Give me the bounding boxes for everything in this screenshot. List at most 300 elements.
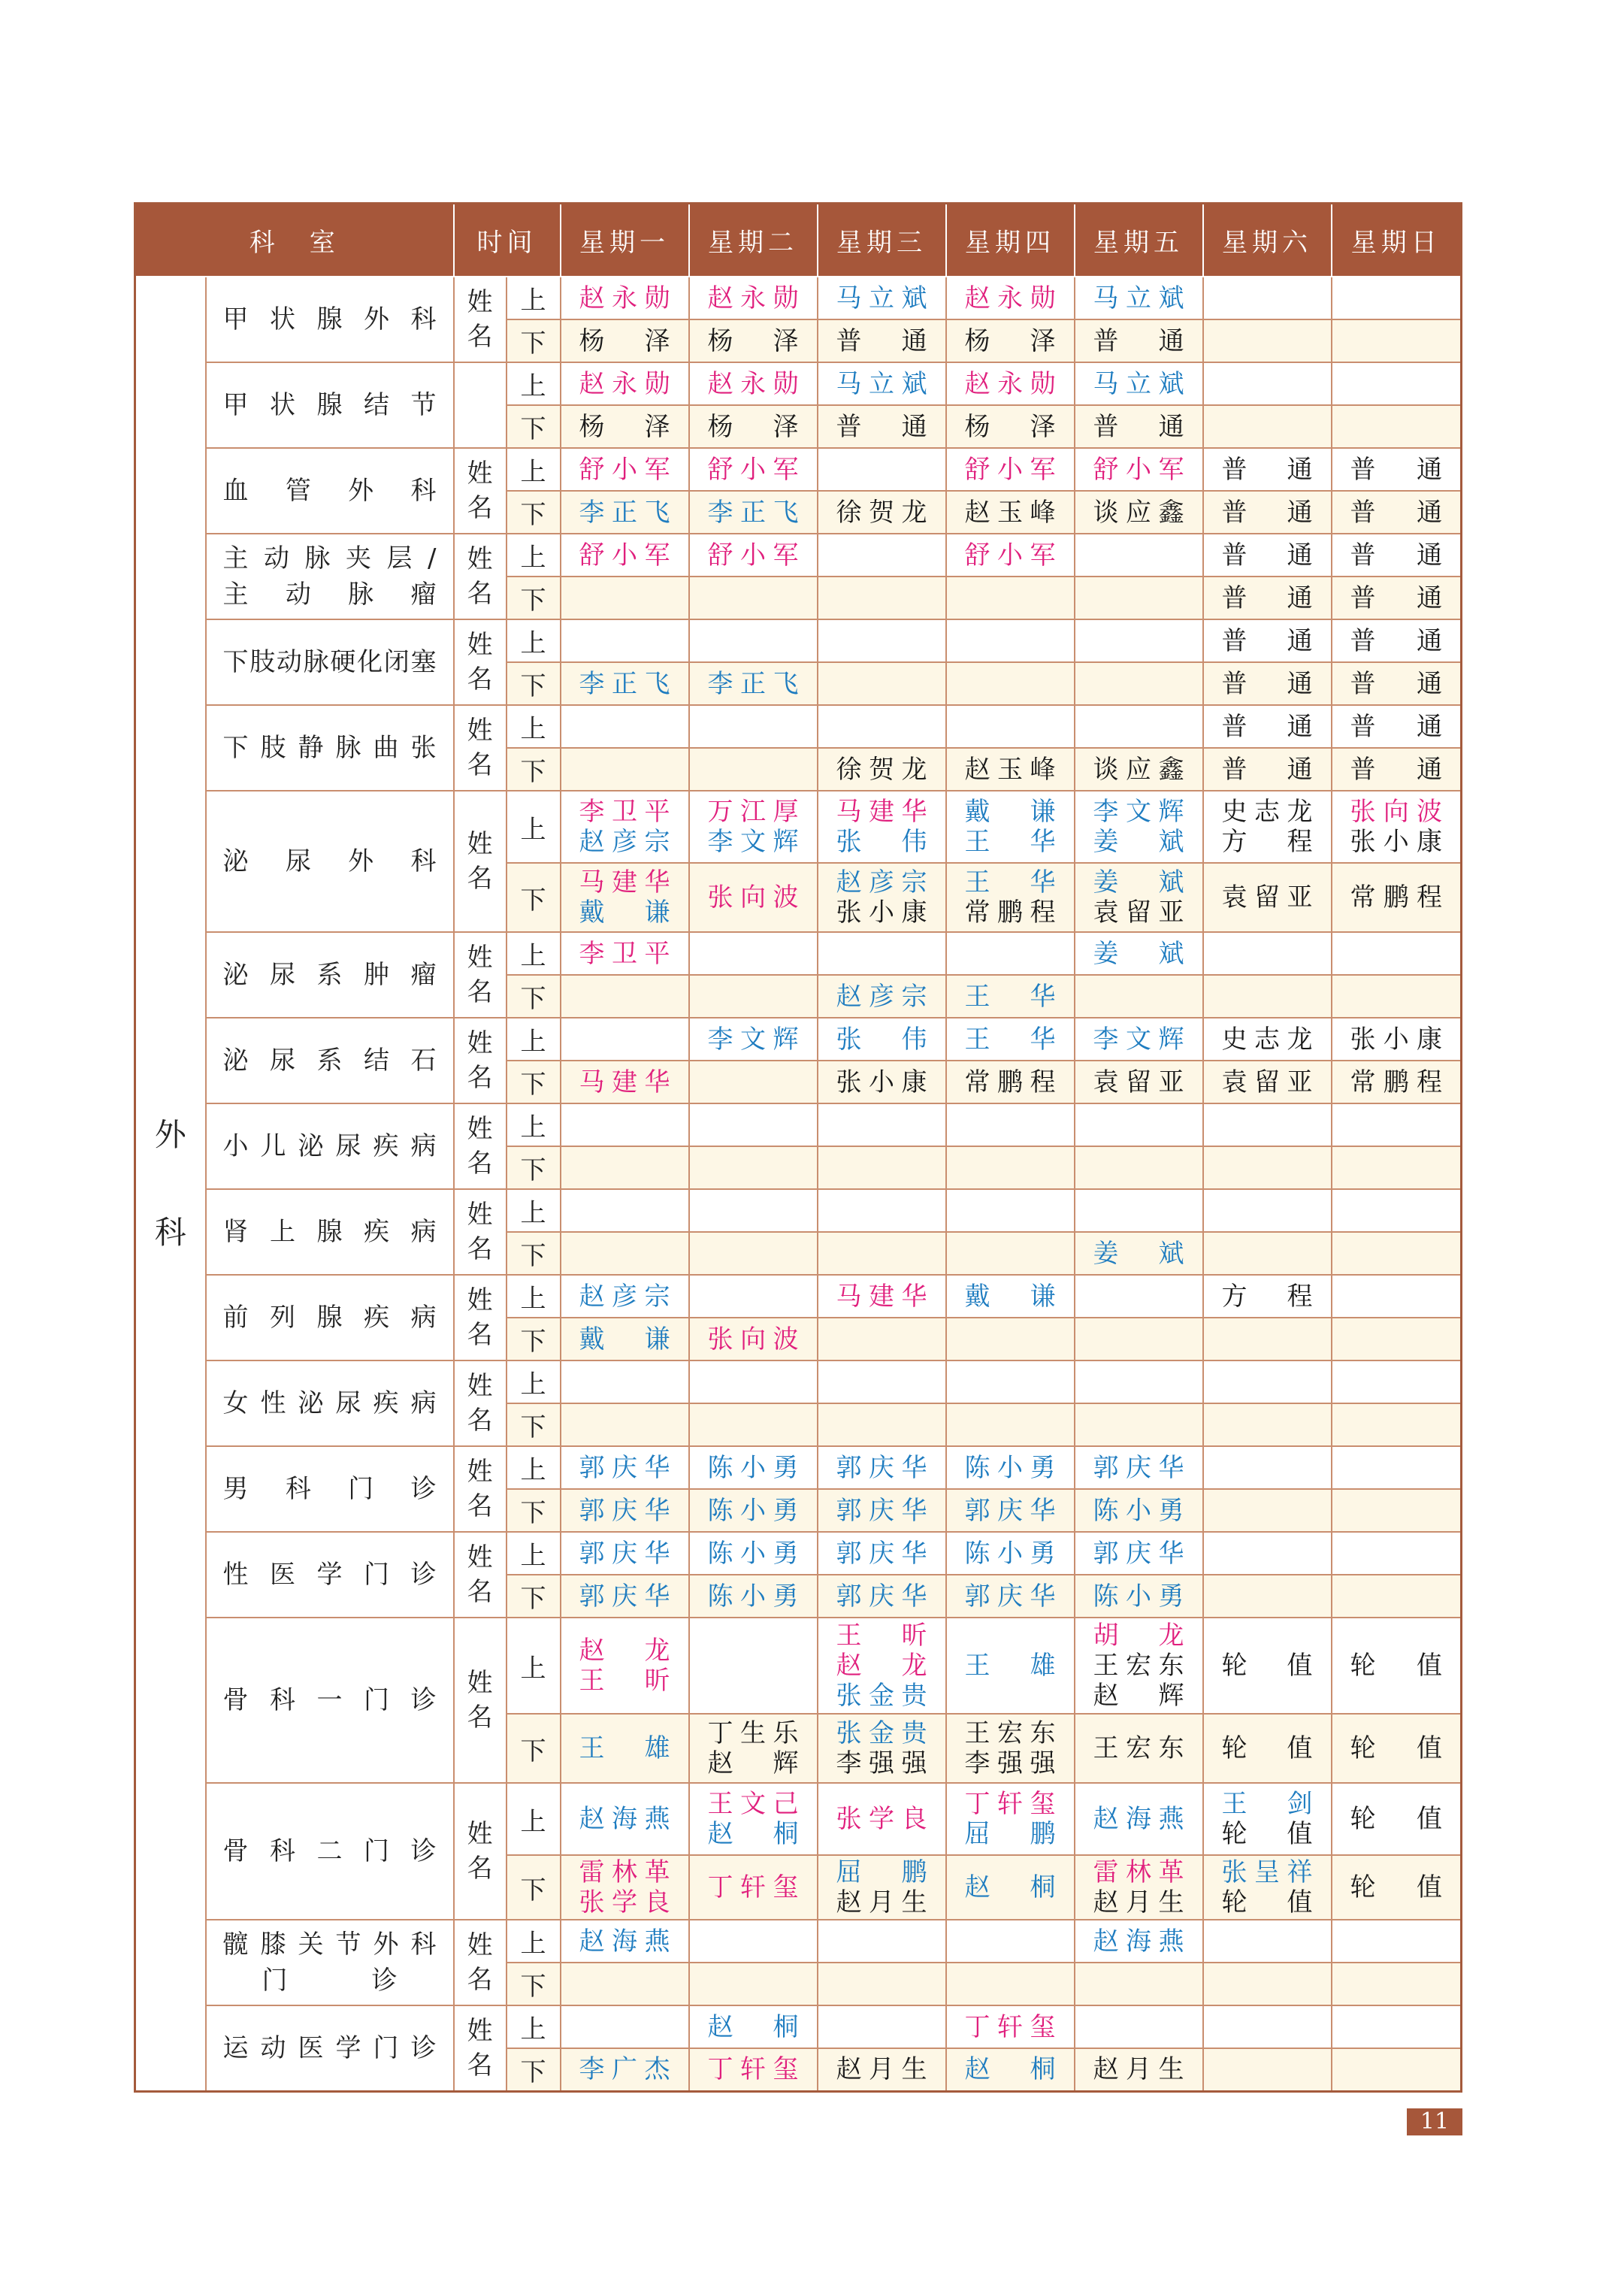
doctor-name: 普 通 — [836, 325, 927, 356]
schedule-cell — [1203, 1403, 1332, 1446]
name-label-char: 名 — [467, 864, 493, 894]
schedule-cell — [1203, 863, 1332, 932]
department-name-line: 骨科二门诊 — [222, 1836, 437, 1866]
schedule-cell — [561, 277, 689, 319]
session-pm: 下 — [507, 1963, 561, 2005]
department-name-line: 男科门诊 — [222, 1474, 437, 1504]
schedule-cell — [1332, 1783, 1462, 1855]
schedule-cell — [946, 534, 1075, 577]
session-pm: 下 — [507, 748, 561, 791]
session-am: 上 — [507, 277, 561, 319]
session-pm: 下 — [507, 1318, 561, 1360]
schedule-cell — [561, 534, 689, 577]
schedule-cell — [1075, 1618, 1203, 1714]
schedule-cell — [561, 1189, 689, 1232]
name-label — [454, 1103, 507, 1189]
doctor-name: 陈小勇 — [707, 1581, 799, 1612]
schedule-cell — [1203, 319, 1332, 362]
schedule-cell — [561, 362, 689, 405]
schedule-cell — [689, 2005, 818, 2048]
schedule-cell — [818, 863, 946, 932]
department-name-line: 骨科一门诊 — [222, 1685, 437, 1715]
doctor-name: 赵永勋 — [964, 368, 1056, 399]
schedule-cell — [561, 2048, 689, 2091]
schedule-cell — [818, 791, 946, 863]
header-day: 星期三 — [818, 204, 946, 277]
department-name-line: 性医学门诊 — [222, 1560, 437, 1590]
doctor-name: 张 伟 — [836, 1024, 927, 1055]
schedule-cell — [1332, 1360, 1462, 1403]
name-label-char: 名 — [467, 1406, 493, 1436]
doctor-name: 普 通 — [1221, 583, 1313, 613]
schedule-cell — [1203, 277, 1332, 319]
session-pm: 下 — [507, 577, 561, 619]
schedule-cell — [689, 1963, 818, 2005]
doctor-name: 轮 值 — [1221, 1887, 1313, 1917]
schedule-cell — [1203, 705, 1332, 748]
doctor-name: 普 通 — [1350, 668, 1442, 699]
schedule-cell — [1203, 1146, 1332, 1189]
schedule-cell — [1332, 1714, 1462, 1783]
session-am: 上 — [507, 932, 561, 975]
doctor-name: 普 通 — [1093, 325, 1184, 356]
schedule-cell — [1075, 975, 1203, 1018]
department-name — [206, 1275, 454, 1360]
doctor-name: 杨 泽 — [964, 411, 1056, 442]
doctor-name: 赵玉峰 — [964, 754, 1056, 785]
doctor-name: 史志龙 — [1221, 797, 1313, 827]
doctor-name: 赵永勋 — [579, 283, 670, 313]
name-label — [454, 705, 507, 791]
doctor-name: 舒小军 — [707, 540, 799, 571]
schedule-cell — [1332, 705, 1462, 748]
schedule-cell — [818, 1532, 946, 1575]
schedule-cell — [1203, 1061, 1332, 1103]
schedule-cell — [1075, 1275, 1203, 1318]
schedule-row-am — [135, 534, 1462, 577]
doctor-name: 普 通 — [1350, 540, 1442, 571]
name-label-char: 姓 — [467, 1819, 493, 1849]
name-label-char: 名 — [467, 1149, 493, 1179]
doctor-name: 轮 值 — [1221, 1819, 1313, 1849]
doctor-name: 马建华 — [579, 867, 670, 897]
doctor-name: 普 通 — [1350, 454, 1442, 485]
doctor-name: 李文辉 — [1093, 1024, 1184, 1055]
doctor-name: 王 雄 — [964, 1651, 1056, 1681]
doctor-name: 赵永勋 — [707, 368, 799, 399]
schedule-cell — [1075, 1920, 1203, 1963]
schedule-cell — [1203, 2048, 1332, 2091]
schedule-cell — [818, 2005, 946, 2048]
schedule-cell — [689, 491, 818, 534]
doctor-name: 戴 谦 — [964, 1281, 1056, 1312]
doctor-name: 李文辉 — [1093, 797, 1184, 827]
schedule-cell — [561, 863, 689, 932]
schedule-cell — [946, 662, 1075, 705]
schedule-cell — [689, 1103, 818, 1146]
schedule-cell — [946, 277, 1075, 319]
session-pm: 下 — [507, 863, 561, 932]
doctor-name: 李正飞 — [579, 497, 670, 528]
doctor-name: 方 程 — [1221, 827, 1313, 857]
department-name — [206, 2005, 454, 2091]
schedule-row-am — [135, 1275, 1462, 1318]
schedule-cell — [561, 619, 689, 662]
schedule-cell — [946, 1783, 1075, 1855]
schedule-cell — [1332, 277, 1462, 319]
schedule-cell — [1203, 1318, 1332, 1360]
schedule-cell — [818, 1275, 946, 1318]
doctor-name: 普 通 — [1221, 754, 1313, 785]
schedule-cell — [1203, 932, 1332, 975]
doctor-name: 赵彦宗 — [836, 981, 927, 1012]
schedule-cell — [1332, 577, 1462, 619]
schedule-cell — [946, 1103, 1075, 1146]
doctor-name: 戴 谦 — [964, 797, 1056, 827]
doctor-name: 赵海燕 — [579, 1926, 670, 1957]
name-label — [454, 619, 507, 705]
schedule-cell — [1075, 2048, 1203, 2091]
schedule-cell — [689, 975, 818, 1018]
schedule-cell — [818, 932, 946, 975]
doctor-name: 徐贺龙 — [836, 754, 927, 785]
name-label-char: 姓 — [467, 1457, 493, 1487]
doctor-name: 普 通 — [1221, 540, 1313, 571]
schedule-cell — [946, 748, 1075, 791]
header-row — [135, 204, 1462, 277]
schedule-cell — [1332, 1103, 1462, 1146]
schedule-cell — [1203, 362, 1332, 405]
schedule-cell — [1332, 932, 1462, 975]
schedule-cell — [561, 748, 689, 791]
session-pm: 下 — [507, 1061, 561, 1103]
session-am: 上 — [507, 1103, 561, 1146]
name-label-char: 名 — [467, 1491, 493, 1521]
doctor-name: 王 华 — [964, 1024, 1056, 1055]
schedule-cell — [1332, 1318, 1462, 1360]
doctor-name: 陈小勇 — [707, 1495, 799, 1526]
schedule-cell — [1332, 2005, 1462, 2048]
schedule-cell — [561, 1403, 689, 1446]
schedule-cell — [1332, 1189, 1462, 1232]
doctor-name: 张小康 — [1350, 827, 1442, 857]
doctor-name: 常鹏程 — [1350, 1067, 1442, 1097]
schedule-cell — [1075, 448, 1203, 491]
schedule-cell — [689, 1318, 818, 1360]
name-label-char: 名 — [467, 493, 493, 523]
doctor-name: 普 通 — [1221, 497, 1313, 528]
doctor-name: 马建华 — [836, 1281, 927, 1312]
name-label-char: 姓 — [467, 1200, 493, 1230]
session-pm: 下 — [507, 1146, 561, 1189]
doctor-name: 马建华 — [579, 1067, 670, 1097]
schedule-cell — [946, 1714, 1075, 1783]
doctor-name: 郭庆华 — [964, 1495, 1056, 1526]
doctor-name: 轮 值 — [1221, 1651, 1313, 1681]
schedule-body — [135, 277, 1462, 2091]
schedule-cell — [561, 1275, 689, 1318]
doctor-name: 马立斌 — [836, 283, 927, 313]
session-pm: 下 — [507, 1575, 561, 1618]
doctor-name: 赵 龙 — [836, 1651, 927, 1681]
schedule-cell — [946, 1360, 1075, 1403]
schedule-cell — [946, 1618, 1075, 1714]
schedule-cell — [946, 1275, 1075, 1318]
schedule-cell — [1203, 1783, 1332, 1855]
schedule-cell — [1203, 1963, 1332, 2005]
name-label — [454, 791, 507, 932]
doctor-name: 郭庆华 — [836, 1452, 927, 1483]
doctor-name: 李强强 — [836, 1748, 927, 1778]
schedule-cell — [818, 619, 946, 662]
doctor-name: 郭庆华 — [579, 1581, 670, 1612]
schedule-cell — [1203, 1920, 1332, 1963]
schedule-cell — [689, 1446, 818, 1489]
department-name-line: 女性泌尿疾病 — [222, 1388, 437, 1418]
schedule-cell — [818, 705, 946, 748]
schedule-cell — [561, 577, 689, 619]
schedule-cell — [689, 577, 818, 619]
name-label-char: 姓 — [467, 2015, 493, 2046]
doctor-name: 方 程 — [1221, 1281, 1313, 1312]
doctor-name: 赵彦宗 — [836, 867, 927, 897]
schedule-cell — [946, 2048, 1075, 2091]
schedule-cell — [818, 1189, 946, 1232]
schedule-cell — [1075, 748, 1203, 791]
schedule-cell — [818, 748, 946, 791]
schedule-cell — [1332, 1855, 1462, 1920]
department-name-line: 髋膝关节外科 — [222, 1929, 437, 1960]
name-label-char: 姓 — [467, 1114, 493, 1144]
schedule-cell — [689, 277, 818, 319]
schedule-row-am — [135, 1103, 1462, 1146]
schedule-cell — [561, 1618, 689, 1714]
department-name-line: 甲状腺外科 — [222, 304, 437, 334]
name-label-char: 名 — [467, 1702, 493, 1733]
doctor-name: 轮 值 — [1350, 1804, 1442, 1834]
schedule-cell — [946, 1532, 1075, 1575]
doctor-name: 王 华 — [964, 827, 1056, 857]
department-name — [206, 1360, 454, 1446]
name-label-char: 名 — [467, 1854, 493, 1884]
name-label-char: 名 — [467, 322, 493, 352]
session-pm: 下 — [507, 405, 561, 448]
schedule-cell — [818, 1783, 946, 1855]
schedule-cell — [561, 932, 689, 975]
schedule-cell — [689, 1189, 818, 1232]
schedule-cell — [689, 1275, 818, 1318]
doctor-name: 袁留亚 — [1221, 882, 1313, 913]
session-am: 上 — [507, 705, 561, 748]
doctor-name: 李文辉 — [707, 827, 799, 857]
schedule-cell — [1332, 362, 1462, 405]
schedule-cell — [689, 448, 818, 491]
session-am: 上 — [507, 448, 561, 491]
doctor-name: 郭庆华 — [579, 1452, 670, 1483]
name-label — [454, 277, 507, 362]
name-label-char: 姓 — [467, 1542, 493, 1572]
doctor-name: 张学良 — [579, 1887, 670, 1917]
schedule-cell — [561, 405, 689, 448]
schedule-cell — [818, 319, 946, 362]
schedule-row-am — [135, 619, 1462, 662]
name-label — [454, 1532, 507, 1618]
schedule-cell — [1203, 662, 1332, 705]
schedule-cell — [689, 662, 818, 705]
schedule-cell — [1203, 1489, 1332, 1532]
doctor-name: 郭庆华 — [1093, 1452, 1184, 1483]
doctor-name: 普 通 — [1350, 754, 1442, 785]
schedule-cell — [1332, 448, 1462, 491]
session-pm: 下 — [507, 319, 561, 362]
department-name — [206, 1618, 454, 1783]
schedule-cell — [1075, 932, 1203, 975]
schedule-cell — [1075, 319, 1203, 362]
schedule-cell — [818, 1714, 946, 1783]
doctor-name: 李广杰 — [579, 2054, 670, 2085]
doctor-name: 普 通 — [1350, 497, 1442, 528]
schedule-cell — [1075, 534, 1203, 577]
schedule-cell — [1075, 1360, 1203, 1403]
schedule-cell — [946, 791, 1075, 863]
header-day: 星期一 — [561, 204, 689, 277]
department-name-line: 运动医学门诊 — [222, 2032, 437, 2063]
doctor-name: 普 通 — [1221, 668, 1313, 699]
schedule-cell — [818, 1318, 946, 1360]
department-name — [206, 1103, 454, 1189]
schedule-cell — [1332, 1232, 1462, 1275]
schedule-cell — [689, 1360, 818, 1403]
schedule-cell — [561, 1061, 689, 1103]
name-label-char: 名 — [467, 579, 493, 609]
doctor-name: 常鹏程 — [1350, 882, 1442, 913]
name-label-char: 名 — [467, 664, 493, 695]
schedule-cell — [818, 277, 946, 319]
schedule-cell — [561, 1232, 689, 1275]
schedule-cell — [689, 1618, 818, 1714]
name-label-char: 姓 — [467, 1668, 493, 1698]
schedule-cell — [1075, 491, 1203, 534]
schedule-cell — [946, 1963, 1075, 2005]
doctor-name: 郭庆华 — [1093, 1538, 1184, 1569]
doctor-name: 赵月生 — [836, 1887, 927, 1917]
header-time: 时间 — [454, 204, 561, 277]
doctor-name: 舒小军 — [707, 454, 799, 485]
schedule-cell — [689, 1232, 818, 1275]
schedule-cell — [1332, 1061, 1462, 1103]
doctor-name: 张呈祥 — [1221, 1857, 1313, 1887]
doctor-name: 袁留亚 — [1093, 897, 1184, 928]
doctor-name: 万江厚 — [707, 797, 799, 827]
name-label — [454, 1189, 507, 1275]
doctor-name: 赵永勋 — [707, 283, 799, 313]
doctor-name: 姜 斌 — [1093, 867, 1184, 897]
schedule-cell — [946, 1061, 1075, 1103]
name-label-char: 姓 — [467, 287, 493, 317]
schedule-cell — [1332, 319, 1462, 362]
schedule-cell — [561, 975, 689, 1018]
schedule-cell — [946, 1446, 1075, 1489]
schedule-cell — [689, 1855, 818, 1920]
doctor-name: 李强强 — [964, 1748, 1056, 1778]
doctor-name: 普 通 — [1221, 454, 1313, 485]
schedule-cell — [946, 1232, 1075, 1275]
doctor-name: 李正飞 — [707, 497, 799, 528]
doctor-name: 陈小勇 — [1093, 1495, 1184, 1526]
schedule-cell — [818, 534, 946, 577]
schedule-cell — [818, 362, 946, 405]
schedule-cell — [1332, 491, 1462, 534]
schedule-cell — [689, 405, 818, 448]
schedule-cell — [1203, 534, 1332, 577]
schedule-row-am — [135, 1618, 1462, 1714]
doctor-name: 常鹏程 — [964, 897, 1056, 928]
schedule-cell — [689, 705, 818, 748]
doctor-name: 舒小军 — [579, 540, 670, 571]
doctor-name: 轮 值 — [1350, 1651, 1442, 1681]
schedule-cell — [1203, 975, 1332, 1018]
department-name-line: 泌尿外科 — [222, 846, 437, 876]
doctor-name: 郭庆华 — [836, 1581, 927, 1612]
schedule-cell — [561, 1318, 689, 1360]
schedule-cell — [561, 1018, 689, 1061]
session-am: 上 — [507, 1360, 561, 1403]
doctor-name: 雷林革 — [579, 1857, 670, 1887]
schedule-cell — [818, 1446, 946, 1489]
schedule-cell — [561, 791, 689, 863]
schedule-cell — [561, 319, 689, 362]
schedule-cell — [818, 1489, 946, 1532]
schedule-cell — [561, 1446, 689, 1489]
department-name — [206, 1783, 454, 1920]
schedule-cell — [1075, 1018, 1203, 1061]
schedule-row-am — [135, 932, 1462, 975]
schedule-cell — [1203, 1618, 1332, 1714]
doctor-name: 袁留亚 — [1093, 1067, 1184, 1097]
department-name — [206, 1018, 454, 1103]
department-name — [206, 1189, 454, 1275]
schedule-cell — [689, 1920, 818, 1963]
schedule-cell — [1075, 1714, 1203, 1783]
schedule-cell — [946, 619, 1075, 662]
schedule-cell — [818, 1103, 946, 1146]
name-label-char: 姓 — [467, 1371, 493, 1401]
session-pm: 下 — [507, 975, 561, 1018]
doctor-name: 陈小勇 — [964, 1452, 1056, 1483]
schedule-row-am — [135, 277, 1462, 319]
schedule-cell — [1075, 1403, 1203, 1446]
schedule-cell — [946, 448, 1075, 491]
schedule-cell — [1203, 405, 1332, 448]
schedule-cell — [1332, 662, 1462, 705]
schedule-cell — [689, 1575, 818, 1618]
doctor-name: 张小康 — [1350, 1024, 1442, 1055]
schedule-cell — [689, 1146, 818, 1189]
schedule-cell — [946, 2005, 1075, 2048]
category-char: 外 — [154, 1115, 186, 1153]
doctor-name: 赵 龙 — [579, 1636, 670, 1666]
schedule-cell — [1075, 1855, 1203, 1920]
schedule-cell — [1332, 619, 1462, 662]
name-label-char: 姓 — [467, 716, 493, 746]
department-name — [206, 619, 454, 705]
schedule-cell — [946, 705, 1075, 748]
schedule-cell — [561, 1103, 689, 1146]
doctor-name: 史志龙 — [1221, 1024, 1313, 1055]
doctor-name: 张向波 — [1350, 797, 1442, 827]
schedule-cell — [818, 448, 946, 491]
name-label — [454, 1920, 507, 2005]
